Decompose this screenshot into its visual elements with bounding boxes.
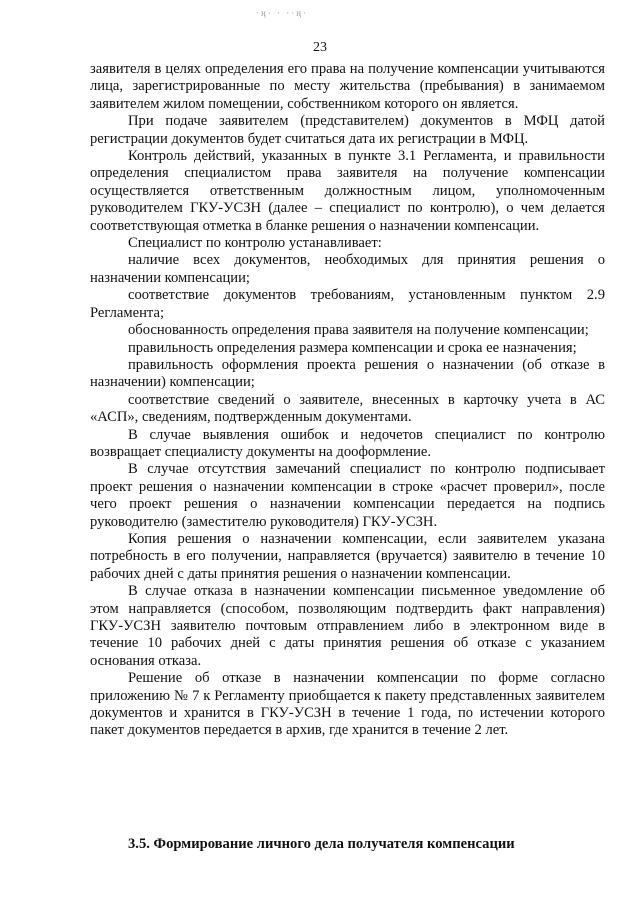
list-item-amount: правильность определения размера компенсации и срока ее назначения; [128, 339, 577, 356]
page-number: 23 [313, 40, 327, 55]
paragraph-continuation: заявителя в целях определения его права на получение компенсации учитываются лица, зарегистрированные по месту жительства (пребывания) в занимаемом заявителем жилом помещении, собственником которого он является. [90, 61, 605, 112]
paragraph-control: Контроль действий, указанных в пункте 3.1 Регламента, и правильности определения специалистом права заявителя на получение компенсации осуществляется ответственным должностным лицом, уполномоченным руководителем ГКУ-УСЗН (далее – специалист по контролю), о чем делается соответствующая отметка в бланке решения о назначении компенсации. [90, 148, 605, 234]
paragraph-specialist-checks: Специалист по контролю устанавливает: [128, 235, 382, 252]
list-item-draft: правильность оформления проекта решения о назначении (об отказе в назначении) компенсации; [90, 356, 605, 391]
list-item-requirements: соответствие документов требованиям, установленным пунктом 2.9 Регламента; [90, 287, 605, 321]
scan-artifact-mark: ·ӊ· · ··ӊ· [256, 8, 309, 18]
list-item-asp-records: соответствие сведений о заявителе, внесенных в карточку учета в АС «АСП», сведениям, подтвержденным документами. [90, 391, 605, 426]
list-item-validity: обоснованность определения права заявителя на получение компенсации; [128, 322, 589, 339]
paragraph-errors: В случае выявления ошибок и недочетов специалист по контролю возвращает специалисту документы на дооформление. [90, 426, 605, 460]
paragraph-mfc-registration: При подаче заявителем (представителем) документов в МФЦ датой регистрации документов будет считаться дата их регистрации в МФЦ. [90, 113, 605, 147]
section-heading: 3.5. Формирование личного дела получателя компенсации [128, 836, 515, 852]
body-text [90, 61, 605, 740]
paragraph-refusal-notice: В случае отказа в назначении компенсации письменное уведомление об этом направляется (способом, позволяющим подтвердить факт направления) ГКУ-УСЗН заявителю почтовым отправлением либо в электронном виде в течение 10 рабочих дней с даты принятия решения об отказе с указанием основания отказа. [90, 583, 605, 669]
list-item-documents: наличие всех документов, необходимых для принятия решения о назначении компенсации; [90, 252, 605, 286]
paragraph-refusal-archive: Решение об отказе в назначении компенсации по форме согласно приложению № 7 к Регламенту приобщается к пакету представленных заявителем документов и хранится в ГКУ-УСЗН в течение 1 года, по истечении которого пакет документов передается в архив, где хранится в течение 2 лет. [90, 670, 605, 739]
paragraph-copy-decision: Копия решения о назначении компенсации, если заявителем указана потребность в его получении, направляется (вручается) заявителю в течение 10 рабочих дней с даты принятия решения о назначении компенсации. [90, 530, 605, 582]
paragraph-no-remarks: В случае отсутствия замечаний специалист по контролю подписывает проект решения о назначении компенсации в строке «расчет проверил», после чего проект решения о назначении компенсации передается на подпись руководителю (заместителю руководителя) ГКУ-УСЗН. [90, 461, 605, 530]
